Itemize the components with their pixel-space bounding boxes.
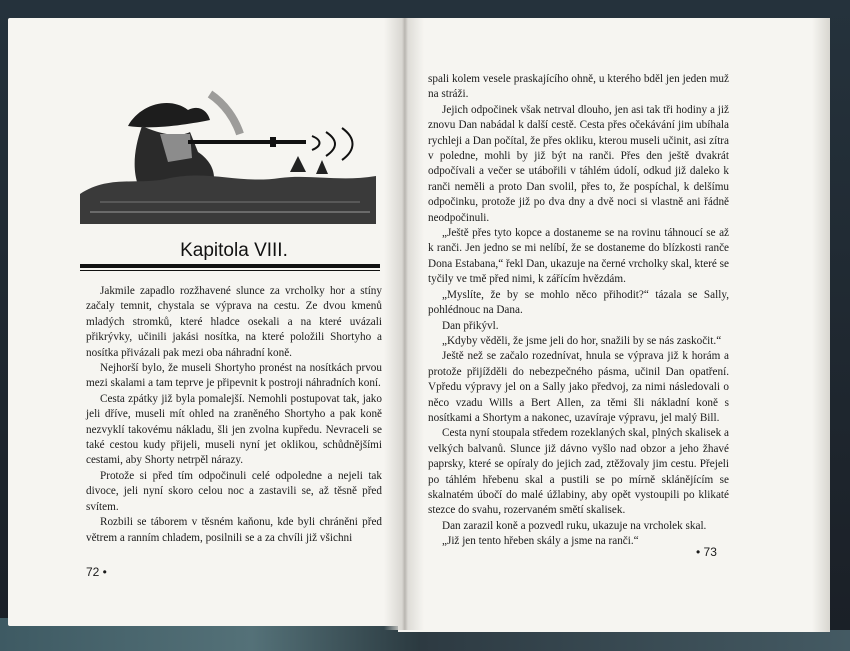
paragraph: Jejich odpočinek však netrval dlouho, jen asi tak tři hodiny a již znovu Dan nabádal k další cestě. Cesta přes očekávání jim ubíhala rychleji a Dan počítal, že přes okliku, kterou museli učinit, asi zítra v poledne, mohli by již být na ranči. Přes den ještě dvakrát odpočívali a večer se utábořili v táhlém údolí, odkud již daleko k ranči neměli a proto Dan svolil, přes to, že pospíchal, k delšímu odpočinku, protože již po dva dny a dvě noci si vlastně ani řádně neodpočinuli. <box>428 103 729 224</box>
chapter-title: Kapitola VIII. <box>180 240 288 261</box>
paragraph: „Ještě přes tyto kopce a dostaneme se na rovinu táhnoucí se až k ranči. Jen jedno se mi nelíbí, že se dostaneme do blízkosti ranče Dona Estabana,“ řekl Dan, ukazuje na černé vrcholky skal, které se tyčily ve tmě před nimi, k zářícím hvězdám. <box>428 227 729 286</box>
book-cover-edge-right <box>420 630 850 651</box>
paragraph: Ještě než se začalo rozednívat, hnula se výprava již k horám a protože přijížděli do nebezpečného pásma, učinil Dan opatření. Vpředu výpravy jel on a Sally jako předvoj, za nimi následovali o něco vzadu Wills a Bert Allen, za těmi šli nákladní koně s nosítkami a Shortym a nakonec, uzavíraje výpravu, jel malý Bill. <box>428 350 729 424</box>
page-edge-shadow <box>812 18 830 632</box>
paragraph: Jakmile zapadlo rozžhavené slunce za vrcholky hor a stíny začaly temnit, chystala se výprava na cestu. Ze dvou kmenů mladých stromků, které hladce osekali a na které uvázali přikrývky, učinili jakási nosítka, na které položili Shortyho a nosítka přivázali pak mezi oba náhradní koně. <box>86 285 382 359</box>
paragraph: „Myslíte, že by se mohlo něco přihodit?“ tázala se Sally, pohlédnouc na Dana. <box>428 288 729 317</box>
paragraph: „Již jen tento hřeben skály a jsme na ranči.“ <box>442 535 639 548</box>
paragraph: Dan přikývl. <box>442 319 499 332</box>
page-number-left: 72 • <box>86 565 107 579</box>
rule-thick <box>80 264 380 268</box>
left-body-text <box>86 284 382 546</box>
right-body-text <box>428 72 729 550</box>
paragraph: Protože si před tím odpočinuli celé odpoledne a nejeli tak divoce, jeli nyní skoro celou noc a zastavili se, až těsně před svítem. <box>86 469 382 513</box>
paragraph: spali kolem vesele praskajícího ohně, u kterého bděl jen jeden muž na stráži. <box>428 73 729 101</box>
paragraph: „Kdyby věděli, že jsme jeli do hor, snažili by se nás zaskočit.“ <box>442 334 722 347</box>
right-page <box>398 18 830 632</box>
book-gutter <box>384 18 424 630</box>
paragraph: Dan zarazil koně a pozvedl ruku, ukazuje na vrcholek skal. <box>442 519 707 532</box>
paragraph: Nejhorší bylo, že museli Shortyho pronést na nosítkách prvou mezi skalami a tam teprve je připevnit k postroji náhradních koní. <box>86 362 382 390</box>
paragraph: Cesta nyní stoupala středem rozeklaných skal, plných skalisek a velkých balvanů. Slunce již dávno vyšlo nad obzor a jeho žhavé paprsky, které se opíraly do jejich zad, ztěžovaly jim cestu. Přejeli po táhlém hřebenu skal a pustili se po mírně sklánějícím se skalnatém úbočí do malé úžlabiny, aby opět vystoupili po klikaté stezce do svahu, rozervaném smětí skalisek. <box>428 427 729 517</box>
paragraph: Rozbili se táborem v těsném kaňonu, kde byli chráněni před větrem a ranním chladem, posilnili se a za chvíli již všichni <box>86 516 382 544</box>
page-number-right: • 73 <box>696 545 717 559</box>
paragraph: Cesta zpátky již byla pomalejší. Nemohli postupovat tak, jako jeli dříve, museli mít ohled na zraněného Shortyho a pak koně nezvyklí takovému nákladu, šli jen zvolna kupředu. Nevraceli se také cestou kudy přijeli, museli nyní jet oklikou, schůdnějšími cestami, aby Shorty netrpěl nárazy. <box>86 392 382 467</box>
left-page <box>8 18 412 626</box>
chapter-rule <box>80 264 380 274</box>
rule-thin <box>80 270 380 271</box>
chapter-illustration <box>60 74 380 224</box>
